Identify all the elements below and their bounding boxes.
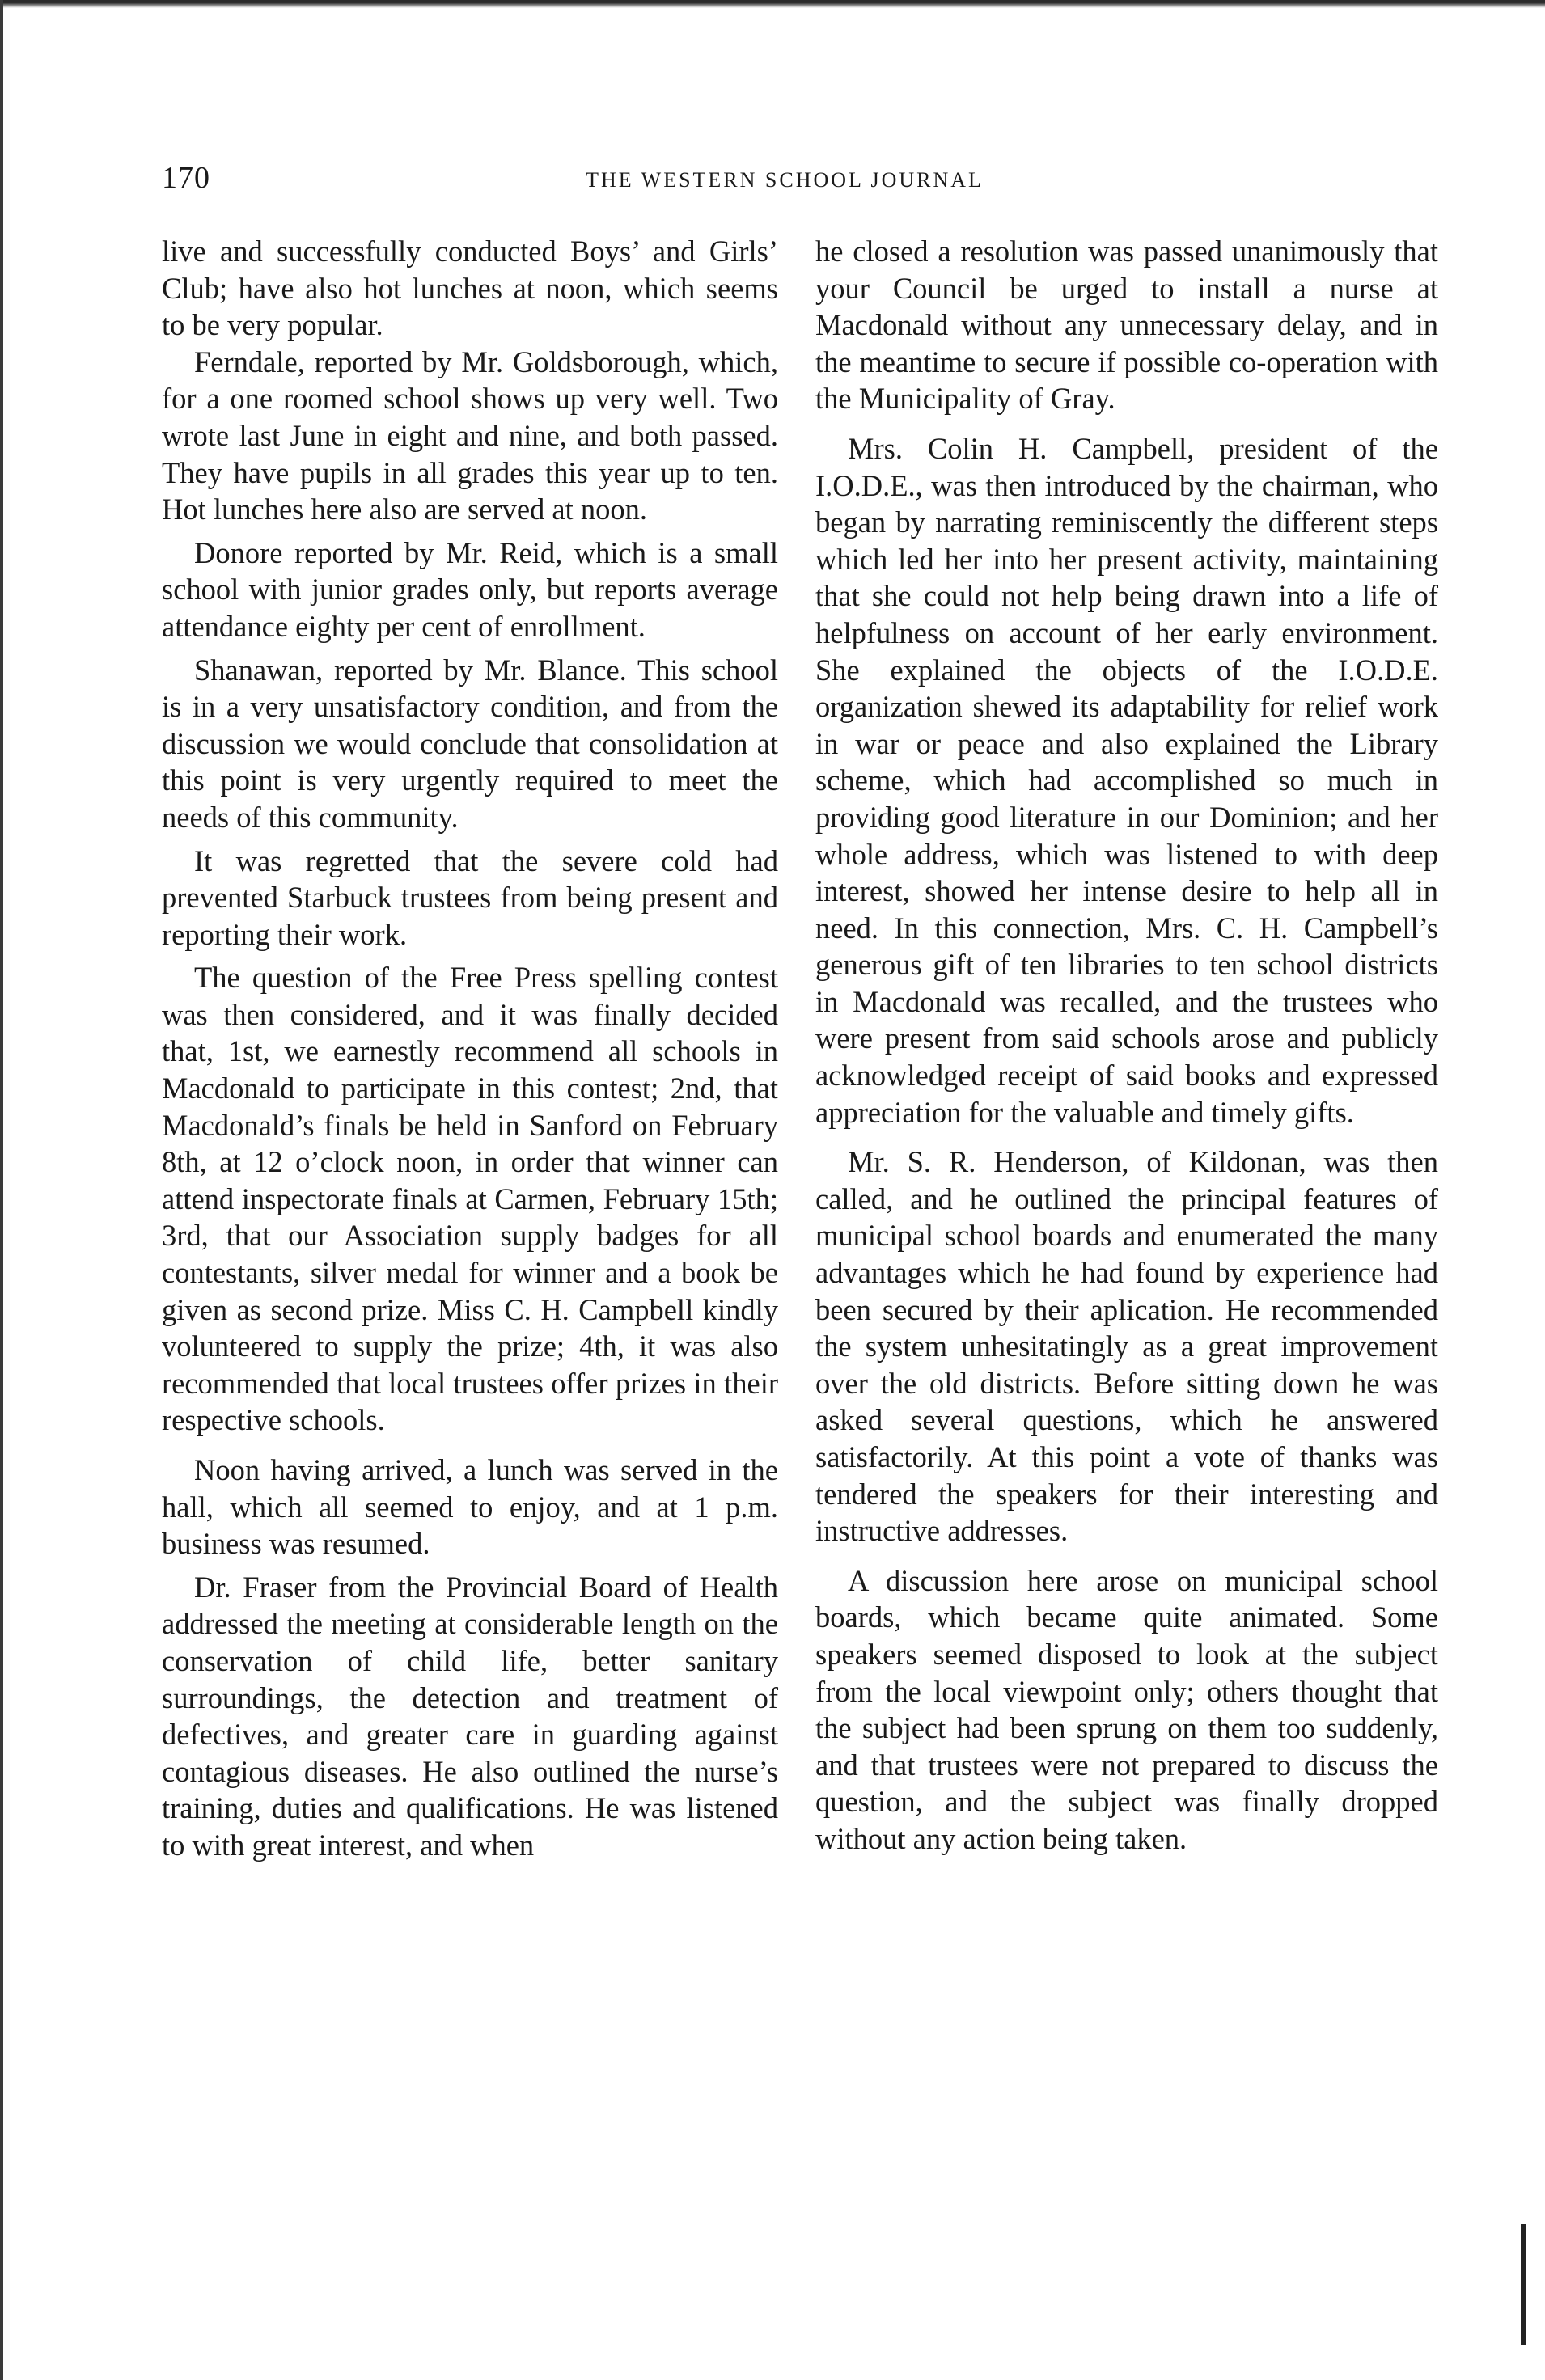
right-column xyxy=(815,233,1438,1858)
paragraph: he closed a resolution was passed unanimously that your Council be urged to install a nurse at Macdonald without any unnecessary delay, and in the meantime to secure if possible co-operation with the Municipality of Gray. xyxy=(815,235,1438,416)
paragraph: live and successfully conducted Boys’ and Girls’ Club; have also hot lunches at noon, which seems to be very popular. xyxy=(162,235,778,342)
paragraph: Mrs. Colin H. Campbell, president of the I.O.D.E., was then introduced by the chairman, who began by narrating reminiscently the different steps which led her into her present activity, maintaining that she could not help being drawn into a life of helpfulness on account of her early environment. She explained the objects of the I.O.D.E. organization shewed its adaptability for relief work in war or peace and also explained the Library scheme, which had accomplished so much in providing good literature in our Dominion; and her whole address, which was listened to with deep interest, showed her intense desire to help all in need. In this connection, Mrs. C. H. Campbell’s generous gift of ten libraries to ten school districts in Macdonald was recalled, and the trustees who were present from said schools arose and publicly acknowledged receipt of said books and expressed appreciation for the valuable and timely gifts. xyxy=(815,431,1438,1129)
paragraph: Ferndale, reported by Mr. Goldsborough, which, for a one roomed school shows up very well. Two wrote last June in eight and nine, and both passed. They have pupils in all grades this year up to ten. Hot lunches here also are served at noon. xyxy=(162,345,778,526)
scan-top-edge xyxy=(0,0,1545,8)
page-header xyxy=(162,160,1407,201)
scan-left-edge xyxy=(0,0,3,2380)
paragraph: Mr. S. R. Henderson, of Kildonan, was then called, and he outlined the principal features of municipal school boards and enumerated the many advantages which he had found by experience had been secured by their aplication. He recommended the system unhesitatingly as a great improvement over the old districts. Before sitting down he was asked several questions, which he answered satisfactorily. At this point a vote of thanks was tendered the speakers for their interesting and instructive addresses. xyxy=(815,1145,1438,1548)
paragraph: Dr. Fraser from the Provincial Board of Health addressed the meeting at considerable length on the conservation of child life, better sanitary surroundings, the detection and treatment of defectives, and greater care in guarding against contagious diseases. He also outlined the nurse’s training, duties and qualifications. He was listened to with great interest, and when xyxy=(162,1570,778,1862)
paragraph: Noon having arrived, a lunch was served in the hall, which all seemed to enjoy, and at 1 p.m. business was resumed. xyxy=(162,1453,778,1561)
paragraph: The question of the Free Press spelling contest was then considered, and it was finally decided that, 1st, we earnestly recommend all schools in Macdonald to participate in this contest; 2nd, that Macdonald’s finals be held in Sanford on February 8th, at 12 o’clock noon, in order that winner can attend inspectorate finals at Carmen, February 15th; 3rd, that our Association supply badges for all contestants, silver medal for winner and a book be given as second prize. Miss C. H. Campbell kindly volunteered to supply the prize; 4th, it was also recommended that local trustees offer prizes in their respective schools. xyxy=(162,961,778,1437)
running-head: THE WESTERN SCHOOL JOURNAL xyxy=(586,168,984,192)
page-number: 170 xyxy=(162,161,210,195)
left-column xyxy=(162,233,778,1864)
paragraph: A discussion here arose on municipal school boards, which became quite animated. Some speakers seemed disposed to look at the subject from the local viewpoint only; others thought that the subject had been sprung on them too suddenly, and that trustees were not prepared to discuss the question, and the subject was finally dropped without any action being taken. xyxy=(815,1563,1438,1855)
scan-margin-mark xyxy=(1521,2224,1526,2345)
paragraph: It was regretted that the severe cold had prevented Starbuck trustees from being present and reporting their work. xyxy=(162,843,778,951)
paragraph: Shanawan, reported by Mr. Blance. This school is in a very unsatisfactory condition, and from the discussion we would conclude that consolidation at this point is very urgently required to meet the needs of this community. xyxy=(162,653,778,834)
paragraph: Donore reported by Mr. Reid, which is a small school with junior grades only, but reports average attendance eighty per cent of enrollment. xyxy=(162,535,778,643)
